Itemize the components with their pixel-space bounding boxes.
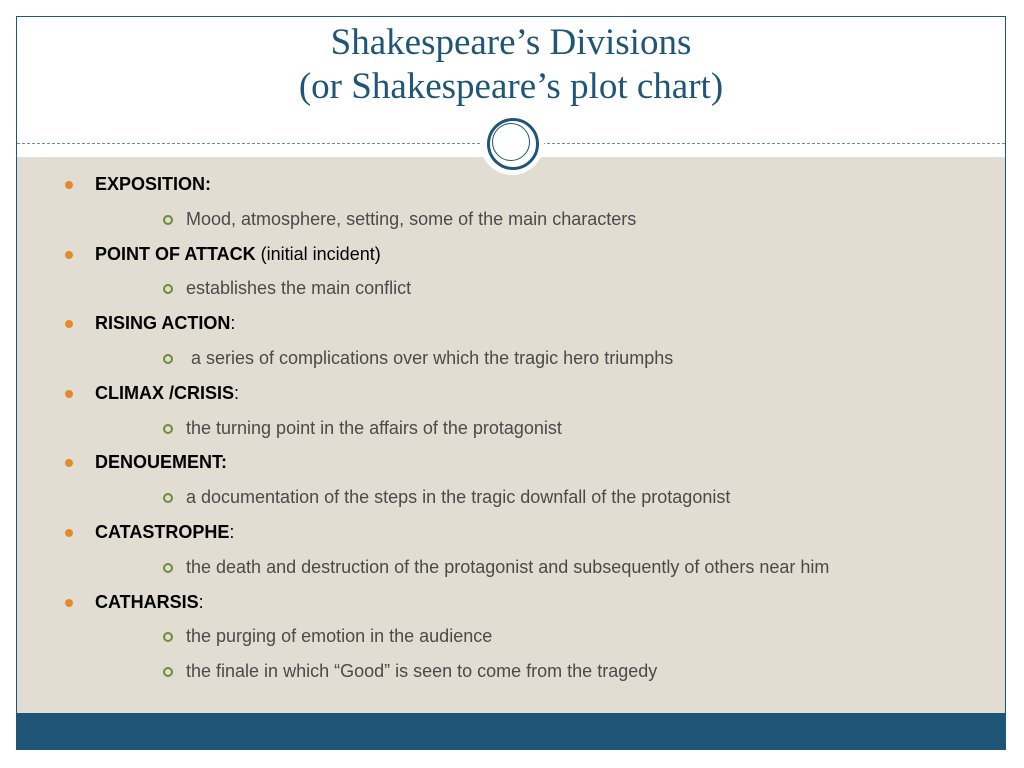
title-line-2: (or Shakespeare’s plot chart) (298, 66, 724, 107)
item-suffix: : (229, 521, 235, 542)
item-label: DENOUEMENT: (95, 452, 228, 473)
green-ring-bullet-icon (163, 632, 173, 642)
orange-bullet-icon (65, 529, 73, 537)
orange-bullet-icon (65, 599, 73, 607)
sub-list-item (17, 202, 1005, 237)
item-text (95, 376, 239, 411)
orange-bullet-icon (65, 251, 73, 259)
orange-bullet-icon (65, 181, 73, 189)
list-item (17, 306, 1005, 341)
item-text (95, 167, 211, 202)
green-ring-bullet-icon (163, 424, 173, 434)
list-item (17, 445, 1005, 480)
item-label: EXPOSITION: (95, 174, 212, 194)
list-item (17, 376, 1005, 411)
item-suffix: : (234, 382, 240, 403)
list-item (17, 237, 1005, 272)
slide-title (17, 17, 1005, 109)
item-text (95, 585, 204, 620)
orange-bullet-icon (65, 459, 73, 467)
sub-item-text: a series of complications over which the tragic hero triumphs (186, 347, 674, 368)
item-label: POINT OF ATTACK (95, 243, 256, 264)
title-line-1: Shakespeare’s Divisions (330, 22, 692, 63)
green-ring-bullet-icon (163, 215, 173, 225)
orange-bullet-icon (65, 320, 73, 328)
content-area (17, 157, 1005, 715)
item-suffix: : (230, 313, 236, 334)
sub-list-item (17, 341, 1005, 376)
item-text (95, 237, 381, 272)
sub-item-text: the turning point in the affairs of the protagonist (186, 417, 562, 438)
item-label: CATASTROPHE (95, 521, 230, 542)
item-text (95, 306, 235, 341)
item-suffix: : (198, 591, 204, 612)
orange-bullet-icon (65, 390, 73, 398)
sub-list-item (17, 654, 1005, 689)
sub-item-text: the death and destruction of the protagonist and subsequently of others near him (186, 556, 830, 577)
decorative-ring-inner-icon (492, 123, 530, 161)
footer-bar (17, 713, 1005, 749)
sub-list-item (17, 480, 1005, 515)
sub-list-item (17, 550, 1005, 585)
green-ring-bullet-icon (163, 354, 173, 364)
list-item (17, 585, 1005, 620)
sub-item-text: Mood, atmosphere, setting, some of the main characters (186, 208, 637, 229)
bullet-list (17, 167, 1005, 689)
item-label: CLIMAX /CRISIS (95, 382, 235, 403)
item-text (95, 445, 227, 480)
list-item (17, 515, 1005, 550)
item-text (95, 515, 234, 550)
item-label: RISING ACTION (95, 313, 231, 334)
sub-list-item (17, 619, 1005, 654)
green-ring-bullet-icon (163, 667, 173, 677)
sub-item-text: the finale in which “Good” is seen to come from the tragedy (186, 661, 658, 682)
sub-item-text: a documentation of the steps in the tragic downfall of the protagonist (186, 487, 731, 508)
sub-item-text: establishes the main conflict (186, 278, 412, 299)
green-ring-bullet-icon (163, 493, 173, 503)
sub-item-text: the purging of emotion in the audience (186, 626, 493, 647)
green-ring-bullet-icon (163, 563, 173, 573)
green-ring-bullet-icon (163, 284, 173, 294)
sub-list-item (17, 411, 1005, 446)
slide (16, 16, 1006, 750)
item-label: CATHARSIS (95, 591, 199, 612)
sub-list-item (17, 271, 1005, 306)
item-suffix: (initial incident) (255, 243, 381, 264)
